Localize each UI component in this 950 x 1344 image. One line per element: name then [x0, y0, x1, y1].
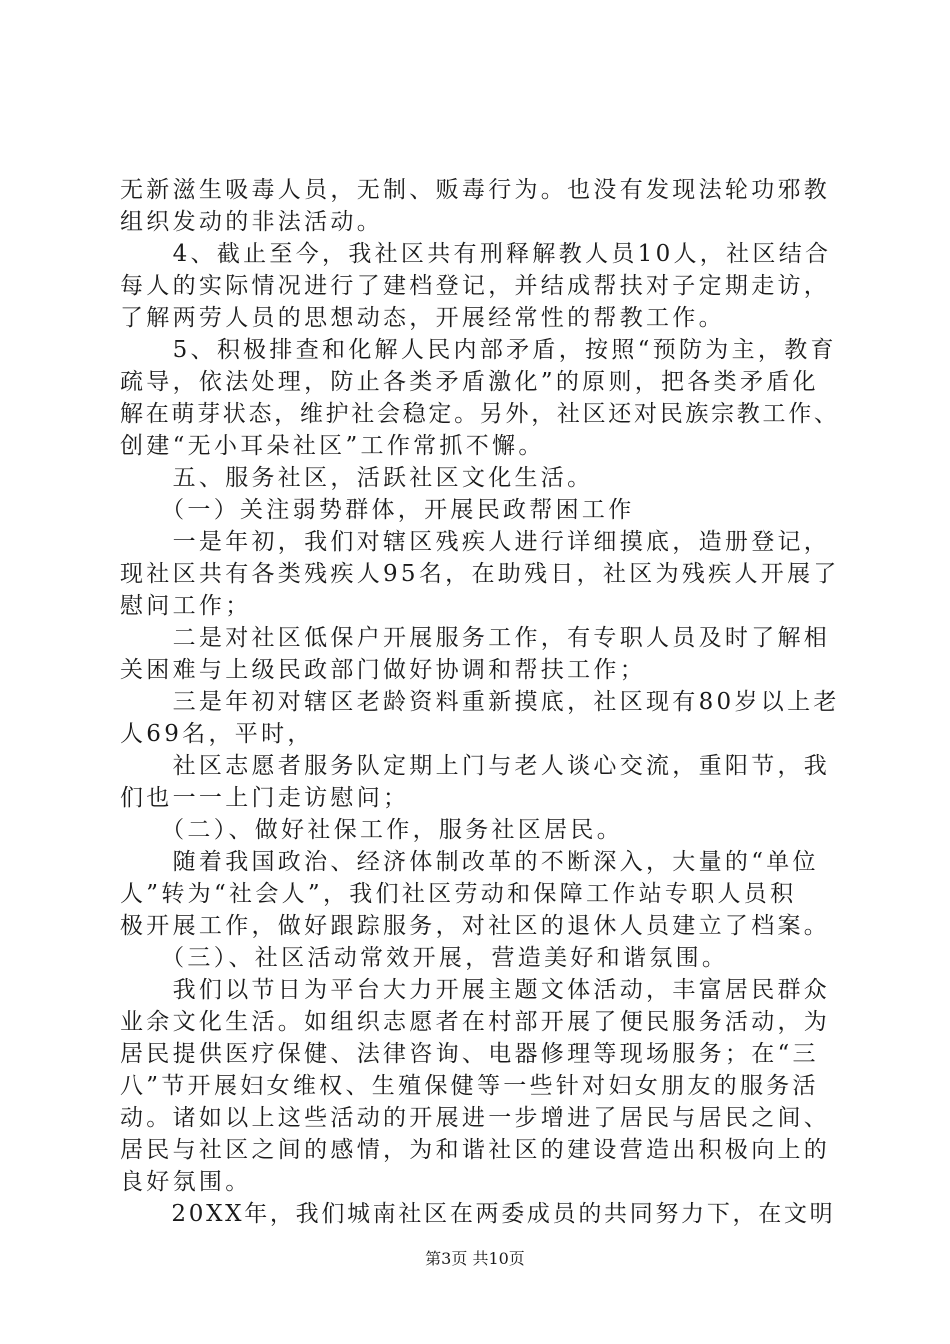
text-line: 20XX年，我们城南社区在两委成员的共同努力下，在文明: [120, 1201, 836, 1227]
text-line: （一）关注弱势群体，开展民政帮困工作: [120, 497, 635, 523]
text-line: 无新滋生吸毒人员，无制、贩毒行为。也没有发现法轮功邪教: [120, 177, 831, 203]
text-line: 社区志愿者服务队定期上门与老人谈心交流，重阳节，我: [120, 753, 831, 779]
text-line: 八”节开展妇女维权、生殖保健等一些针对妇女朋友的服务活: [120, 1073, 819, 1099]
text-line: 们也一一上门走访慰问；: [120, 785, 410, 811]
text-line: 三是年初对辖区老龄资料重新摸底，社区现有80岁以上老: [120, 689, 840, 715]
text-line: 人69名，平时，: [120, 721, 314, 747]
text-line: 居民与社区之间的感情，为和谐社区的建设营造出积极向上的: [120, 1137, 831, 1163]
document-body: [120, 174, 840, 1230]
text-line: 关困难与上级民政部门做好协调和帮扶工作；: [120, 657, 646, 683]
text-line: 二是对社区低保户开展服务工作，有专职人员及时了解相: [120, 625, 831, 651]
text-line: 了解两劳人员的思想动态，开展经常性的帮教工作。: [120, 305, 725, 331]
text-line: 解在萌芽状态，维护社会稳定。另外，社区还对民族宗教工作、: [120, 401, 840, 427]
text-line: 动。诸如以上这些活动的开展进一步增进了居民与居民之间、: [120, 1105, 831, 1131]
text-line: 4、截止至今，我社区共有刑释解教人员10人，社区结合: [120, 241, 832, 267]
text-line: 随着我国政治、经济体制改革的不断深入，大量的“单位: [120, 849, 819, 875]
text-line: 人”转为“社会人”，我们社区劳动和保障工作站专职人员积: [120, 881, 797, 907]
text-line: 5、积极排查和化解人民内部矛盾，按照“预防为主，教育: [120, 337, 837, 363]
text-line: 组织发动的非法活动。: [120, 209, 383, 235]
text-line: 现社区共有各类残疾人95名，在助残日，社区为残疾人开展了: [120, 561, 840, 587]
text-line: 每人的实际情况进行了建档登记，并结成帮扶对子定期走访，: [120, 273, 831, 299]
text-line: （二）、做好社保工作，服务社区居民。: [120, 817, 623, 843]
text-line: 居民提供医疗保健、法律咨询、电器修理等现场服务；在“三: [120, 1041, 819, 1067]
text-line: 慰问工作；: [120, 593, 252, 619]
text-line: （三）、社区活动常效开展，营造美好和谐氛围。: [120, 945, 729, 971]
text-line: 我们以节日为平台大力开展主题文体活动，丰富居民群众: [120, 977, 831, 1003]
text-line: 创建“无小耳朵社区”工作常抓不懈。: [120, 433, 545, 459]
text-line: 疏导，依法处理，防止各类矛盾激化”的原则，把各类矛盾化: [120, 369, 819, 395]
text-line: 五、服务社区，活跃社区文化生活。: [120, 465, 594, 491]
text-line: 良好氛围。: [120, 1169, 252, 1195]
page-footer: 第3页 共10页: [425, 1249, 525, 1268]
text-line: 极开展工作，做好跟踪服务，对社区的退休人员建立了档案。: [120, 913, 831, 939]
text-line: 一是年初，我们对辖区残疾人进行详细摸底，造册登记，: [120, 529, 831, 555]
text-line: 业余文化生活。如组织志愿者在村部开展了便民服务活动，为: [120, 1009, 831, 1035]
